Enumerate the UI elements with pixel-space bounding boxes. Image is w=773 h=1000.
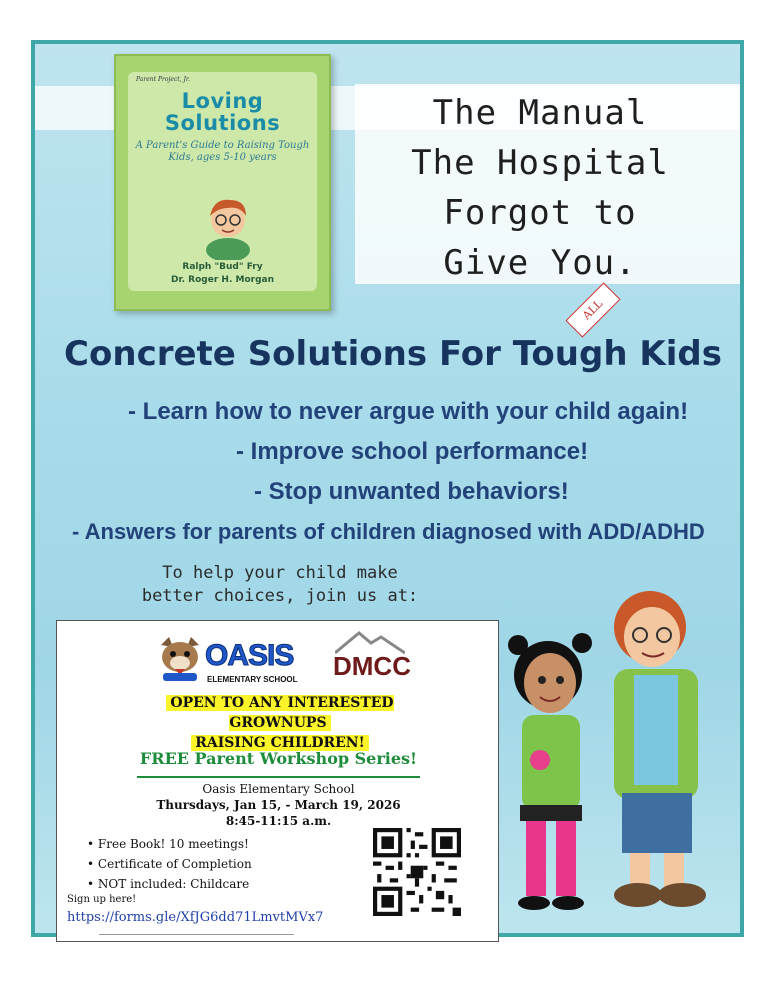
headline-line4: Give You.: [443, 243, 637, 283]
signup-link[interactable]: https://forms.gle/XfJG6dd71LmvtMVx7: [67, 910, 324, 925]
book-author-1: Ralph "Bud" Fry: [182, 262, 263, 272]
signup-label: Sign up here!: [67, 894, 137, 905]
workshop-title: FREE Parent Workshop Series!: [139, 749, 418, 768]
open-line1: OPEN TO ANY INTERESTED GROWNUPS: [166, 695, 393, 731]
book-authors: [128, 261, 317, 287]
headline: [380, 88, 700, 288]
all-badge: ALL: [565, 282, 620, 337]
book-cover: [114, 54, 331, 311]
oasis-logo-subtext: ELEMENTARY SCHOOL: [207, 675, 298, 684]
open-line2: RAISING CHILDREN!: [191, 735, 368, 751]
feature-item: • Free Book! 10 meetings!: [87, 834, 252, 854]
oasis-logo-text: OASIS: [205, 639, 294, 672]
headline-line1: The Manual: [432, 93, 648, 133]
dmcc-logo: DMCC: [333, 651, 411, 681]
book-author-2: Dr. Roger H. Morgan: [171, 275, 274, 285]
open-notice: [115, 693, 445, 753]
info-card: [56, 620, 499, 942]
workshop-details: [57, 781, 500, 829]
benefit-item: - Answers for parents of children diagnosed with ADD/ADHD: [72, 519, 705, 544]
invite-text: [120, 562, 440, 608]
headline-line3: Forgot to: [443, 193, 637, 233]
workshop-title-underline: [137, 776, 420, 778]
book-series: Parent Project, Jr.: [136, 76, 190, 83]
benefit-item: - Learn how to never argue with your child again!: [128, 398, 689, 425]
benefit-item: - Stop unwanted behaviors!: [254, 478, 569, 505]
book-boy-illustration: [196, 190, 260, 260]
benefit-item: - Improve school performance!: [236, 438, 589, 465]
book-title: [128, 90, 317, 134]
bobcat-mascot-icon: [155, 635, 205, 683]
invite-line1: To help your child make: [162, 563, 398, 583]
book-title-line2: Solutions: [164, 111, 281, 135]
feature-item: • Certificate of Completion: [87, 854, 252, 874]
qr-code-icon[interactable]: [373, 828, 461, 916]
signup-underline: [99, 934, 294, 935]
invite-line2: better choices, join us at:: [141, 586, 419, 606]
kids-illustration: [498, 565, 738, 925]
book-cover-inner: [128, 72, 317, 291]
feature-item: • NOT included: Childcare: [87, 874, 252, 894]
main-title: Concrete Solutions For Tough Kids: [64, 334, 722, 374]
workshop-location: Oasis Elementary School: [202, 782, 355, 796]
feature-list: [87, 834, 252, 894]
book-subtitle: A Parent's Guide to Raising Tough Kids, ages 5-10 years: [135, 140, 310, 163]
book-title-line1: Loving: [181, 89, 264, 113]
headline-line2: The Hospital: [411, 143, 669, 183]
girl-figure: [508, 633, 592, 910]
boy-figure: [614, 591, 706, 907]
oasis-logo: [155, 635, 315, 683]
workshop-time: 8:45-11:15 a.m.: [225, 814, 332, 828]
benefits-list: [40, 392, 740, 552]
workshop-dates: Thursdays, Jan 15, - March 19, 2026: [156, 798, 401, 812]
